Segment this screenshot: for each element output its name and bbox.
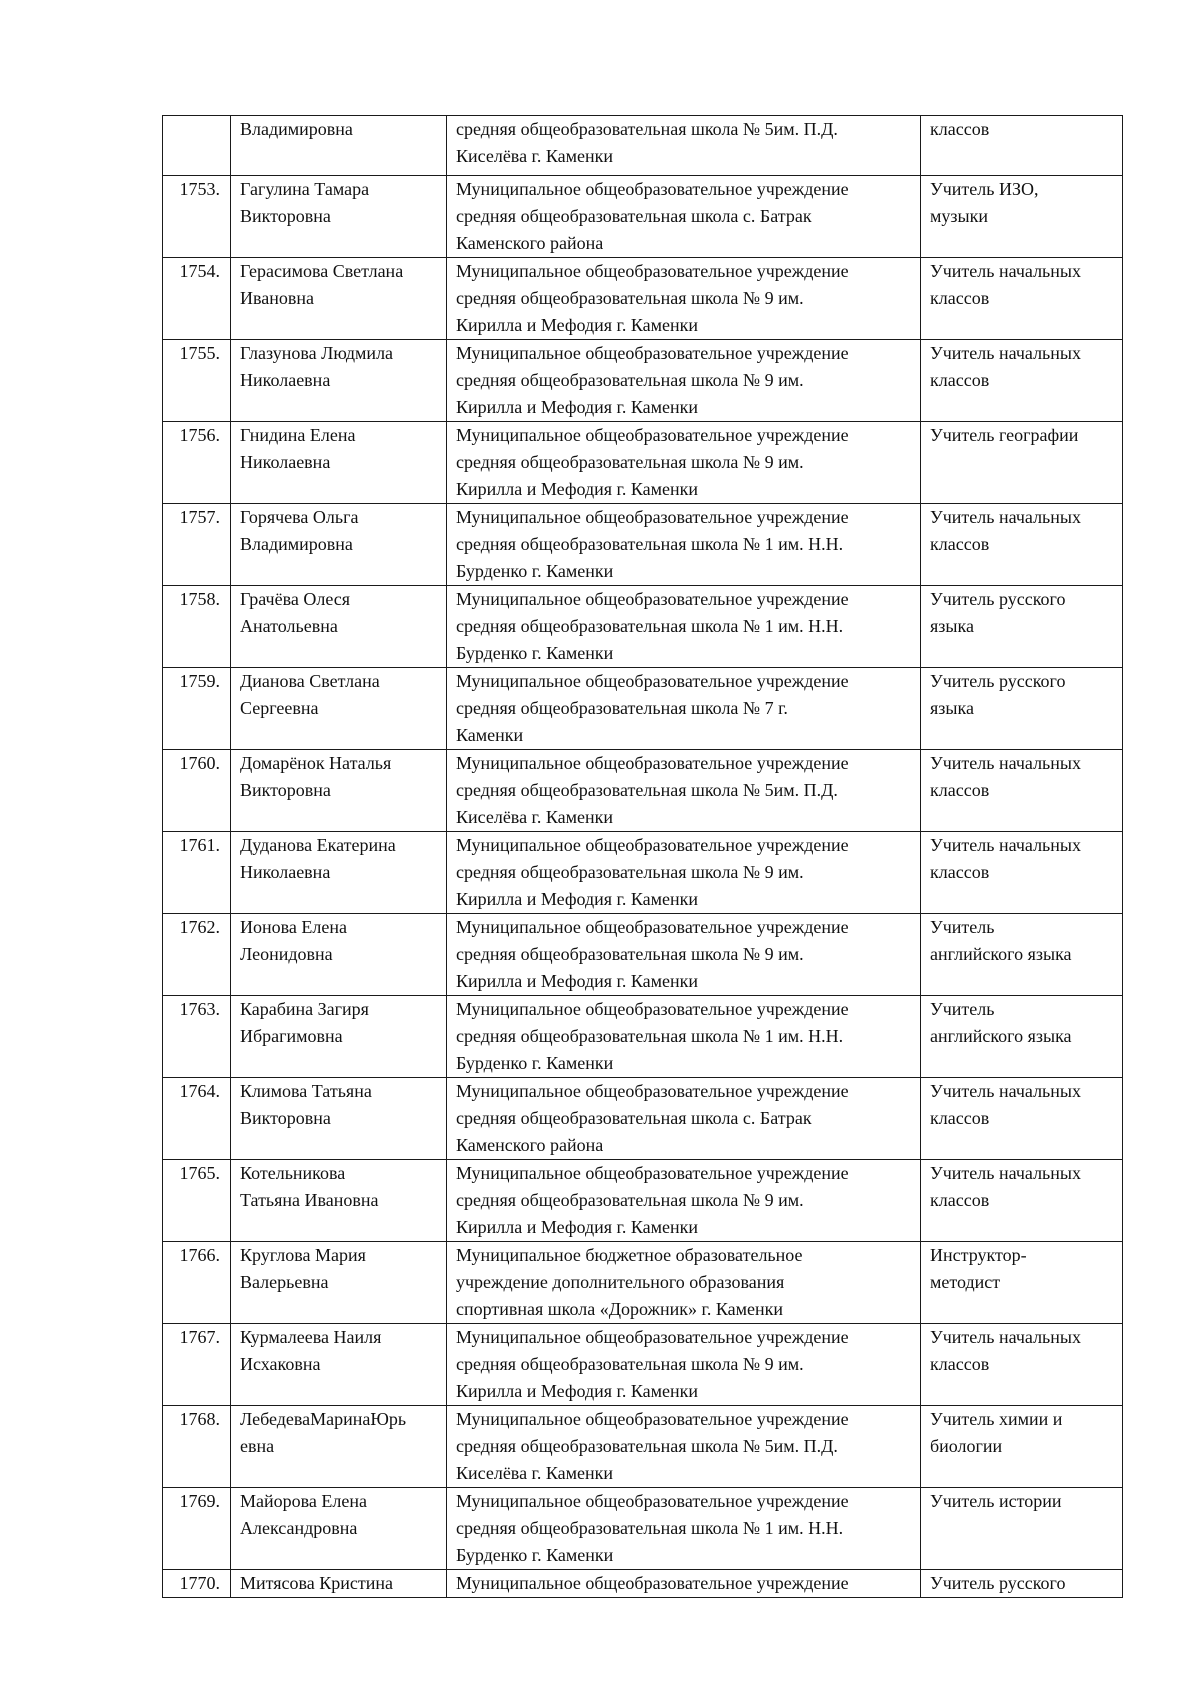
table-row (163, 1160, 1123, 1242)
table-row (163, 750, 1123, 832)
teacher-position: Учитель английского языка (921, 996, 1123, 1078)
row-number (163, 116, 231, 176)
row-number: 1760. (163, 750, 231, 832)
row-number: 1765. (163, 1160, 231, 1242)
teacher-position: Учитель начальных классов (921, 832, 1123, 914)
teacher-position: Учитель начальных классов (921, 340, 1123, 422)
table-row (163, 422, 1123, 504)
table-row (163, 504, 1123, 586)
row-number: 1762. (163, 914, 231, 996)
table-row (163, 1488, 1123, 1570)
teacher-position: Учитель химии и биологии (921, 1406, 1123, 1488)
teacher-position: Учитель географии (921, 422, 1123, 504)
teacher-name: Дианова Светлана Сергеевна (231, 668, 447, 750)
row-number: 1758. (163, 586, 231, 668)
teacher-name: Гагулина Тамара Викторовна (231, 176, 447, 258)
organization-name: Муниципальное общеобразовательное учреждение средняя общеобразовательная школа № 9 им. Кирилла и Мефодия г. Каменки (447, 422, 921, 504)
row-number: 1763. (163, 996, 231, 1078)
table-row (163, 1078, 1123, 1160)
table-row (163, 914, 1123, 996)
teacher-name: Глазунова Людмила Николаевна (231, 340, 447, 422)
row-number: 1757. (163, 504, 231, 586)
organization-name: Муниципальное бюджетное образовательное учреждение дополнительного образования спортивная школа «Дорожник» г. Каменки (447, 1242, 921, 1324)
teacher-name: Грачёва Олеся Анатольевна (231, 586, 447, 668)
teacher-position: Учитель начальных классов (921, 504, 1123, 586)
table-row (163, 340, 1123, 422)
row-number: 1766. (163, 1242, 231, 1324)
organization-name: Муниципальное общеобразовательное учреждение средняя общеобразовательная школа № 9 им. Кирилла и Мефодия г. Каменки (447, 914, 921, 996)
row-number: 1756. (163, 422, 231, 504)
row-number: 1768. (163, 1406, 231, 1488)
table-row (163, 832, 1123, 914)
teacher-name: Герасимова Светлана Ивановна (231, 258, 447, 340)
organization-name: Муниципальное общеобразовательное учреждение средняя общеобразовательная школа № 9 им. Кирилла и Мефодия г. Каменки (447, 340, 921, 422)
table-row (163, 116, 1123, 176)
table-row (163, 1324, 1123, 1406)
table-row (163, 668, 1123, 750)
teacher-name: Митясова Кристина (231, 1570, 447, 1598)
organization-name: Муниципальное общеобразовательное учреждение средняя общеобразовательная школа № 1 им. Н.Н. Бурденко г. Каменки (447, 586, 921, 668)
organization-name: Муниципальное общеобразовательное учреждение средняя общеобразовательная школа № 9 им. Кирилла и Мефодия г. Каменки (447, 258, 921, 340)
teacher-name: Климова Татьяна Викторовна (231, 1078, 447, 1160)
organization-name: Муниципальное общеобразовательное учреждение средняя общеобразовательная школа № 5им. П.Д. Киселёва г. Каменки (447, 750, 921, 832)
table-row (163, 996, 1123, 1078)
teacher-position: Учитель начальных классов (921, 750, 1123, 832)
teacher-position: Учитель начальных классов (921, 1324, 1123, 1406)
row-number: 1754. (163, 258, 231, 340)
organization-name: Муниципальное общеобразовательное учреждение средняя общеобразовательная школа с. Батрак Каменского района (447, 1078, 921, 1160)
row-number: 1759. (163, 668, 231, 750)
row-number: 1770. (163, 1570, 231, 1598)
teacher-name: Дуданова Екатерина Николаевна (231, 832, 447, 914)
teacher-position: Учитель русского языка (921, 586, 1123, 668)
organization-name: Муниципальное общеобразовательное учреждение средняя общеобразовательная школа с. Батрак Каменского района (447, 176, 921, 258)
teacher-position: Учитель английского языка (921, 914, 1123, 996)
organization-name: средняя общеобразовательная школа № 5им. П.Д. Киселёва г. Каменки (447, 116, 921, 176)
row-number: 1764. (163, 1078, 231, 1160)
teacher-name: ЛебедеваМаринаЮрь евна (231, 1406, 447, 1488)
teacher-position: Инструктор- методист (921, 1242, 1123, 1324)
teacher-name: Курмалеева Наиля Исхаковна (231, 1324, 447, 1406)
row-number: 1753. (163, 176, 231, 258)
teacher-position: Учитель ИЗО, музыки (921, 176, 1123, 258)
organization-name: Муниципальное общеобразовательное учреждение (447, 1570, 921, 1598)
organization-name: Муниципальное общеобразовательное учреждение средняя общеобразовательная школа № 7 г. Каменки (447, 668, 921, 750)
teacher-name: Ионова Елена Леонидовна (231, 914, 447, 996)
table-row (163, 176, 1123, 258)
teacher-name: Карабина Загиря Ибрагимовна (231, 996, 447, 1078)
teacher-name: Круглова Мария Валерьевна (231, 1242, 447, 1324)
teacher-position: Учитель начальных классов (921, 1160, 1123, 1242)
teacher-position: Учитель русского (921, 1570, 1123, 1598)
table-row (163, 1570, 1123, 1598)
organization-name: Муниципальное общеобразовательное учреждение средняя общеобразовательная школа № 9 им. Кирилла и Мефодия г. Каменки (447, 1160, 921, 1242)
organization-name: Муниципальное общеобразовательное учреждение средняя общеобразовательная школа № 1 им. Н.Н. Бурденко г. Каменки (447, 504, 921, 586)
teacher-position: классов (921, 116, 1123, 176)
table-row (163, 1242, 1123, 1324)
organization-name: Муниципальное общеобразовательное учреждение средняя общеобразовательная школа № 9 им. Кирилла и Мефодия г. Каменки (447, 1324, 921, 1406)
teacher-name: Домарёнок Наталья Викторовна (231, 750, 447, 832)
teacher-position: Учитель русского языка (921, 668, 1123, 750)
teachers-registry-table (162, 115, 1123, 1598)
teacher-position: Учитель истории (921, 1488, 1123, 1570)
teacher-position: Учитель начальных классов (921, 258, 1123, 340)
teacher-name: Гнидина Елена Николаевна (231, 422, 447, 504)
teacher-name: Горячева Ольга Владимировна (231, 504, 447, 586)
row-number: 1755. (163, 340, 231, 422)
organization-name: Муниципальное общеобразовательное учреждение средняя общеобразовательная школа № 5им. П.Д. Киселёва г. Каменки (447, 1406, 921, 1488)
teacher-name: Владимировна (231, 116, 447, 176)
row-number: 1767. (163, 1324, 231, 1406)
teacher-name: Майорова Елена Александровна (231, 1488, 447, 1570)
organization-name: Муниципальное общеобразовательное учреждение средняя общеобразовательная школа № 1 им. Н.Н. Бурденко г. Каменки (447, 996, 921, 1078)
teacher-position: Учитель начальных классов (921, 1078, 1123, 1160)
teacher-name: Котельникова Татьяна Ивановна (231, 1160, 447, 1242)
table-row (163, 1406, 1123, 1488)
organization-name: Муниципальное общеобразовательное учреждение средняя общеобразовательная школа № 9 им. Кирилла и Мефодия г. Каменки (447, 832, 921, 914)
organization-name: Муниципальное общеобразовательное учреждение средняя общеобразовательная школа № 1 им. Н.Н. Бурденко г. Каменки (447, 1488, 921, 1570)
table-row (163, 258, 1123, 340)
table-body (163, 116, 1123, 1598)
row-number: 1769. (163, 1488, 231, 1570)
row-number: 1761. (163, 832, 231, 914)
table-row (163, 586, 1123, 668)
